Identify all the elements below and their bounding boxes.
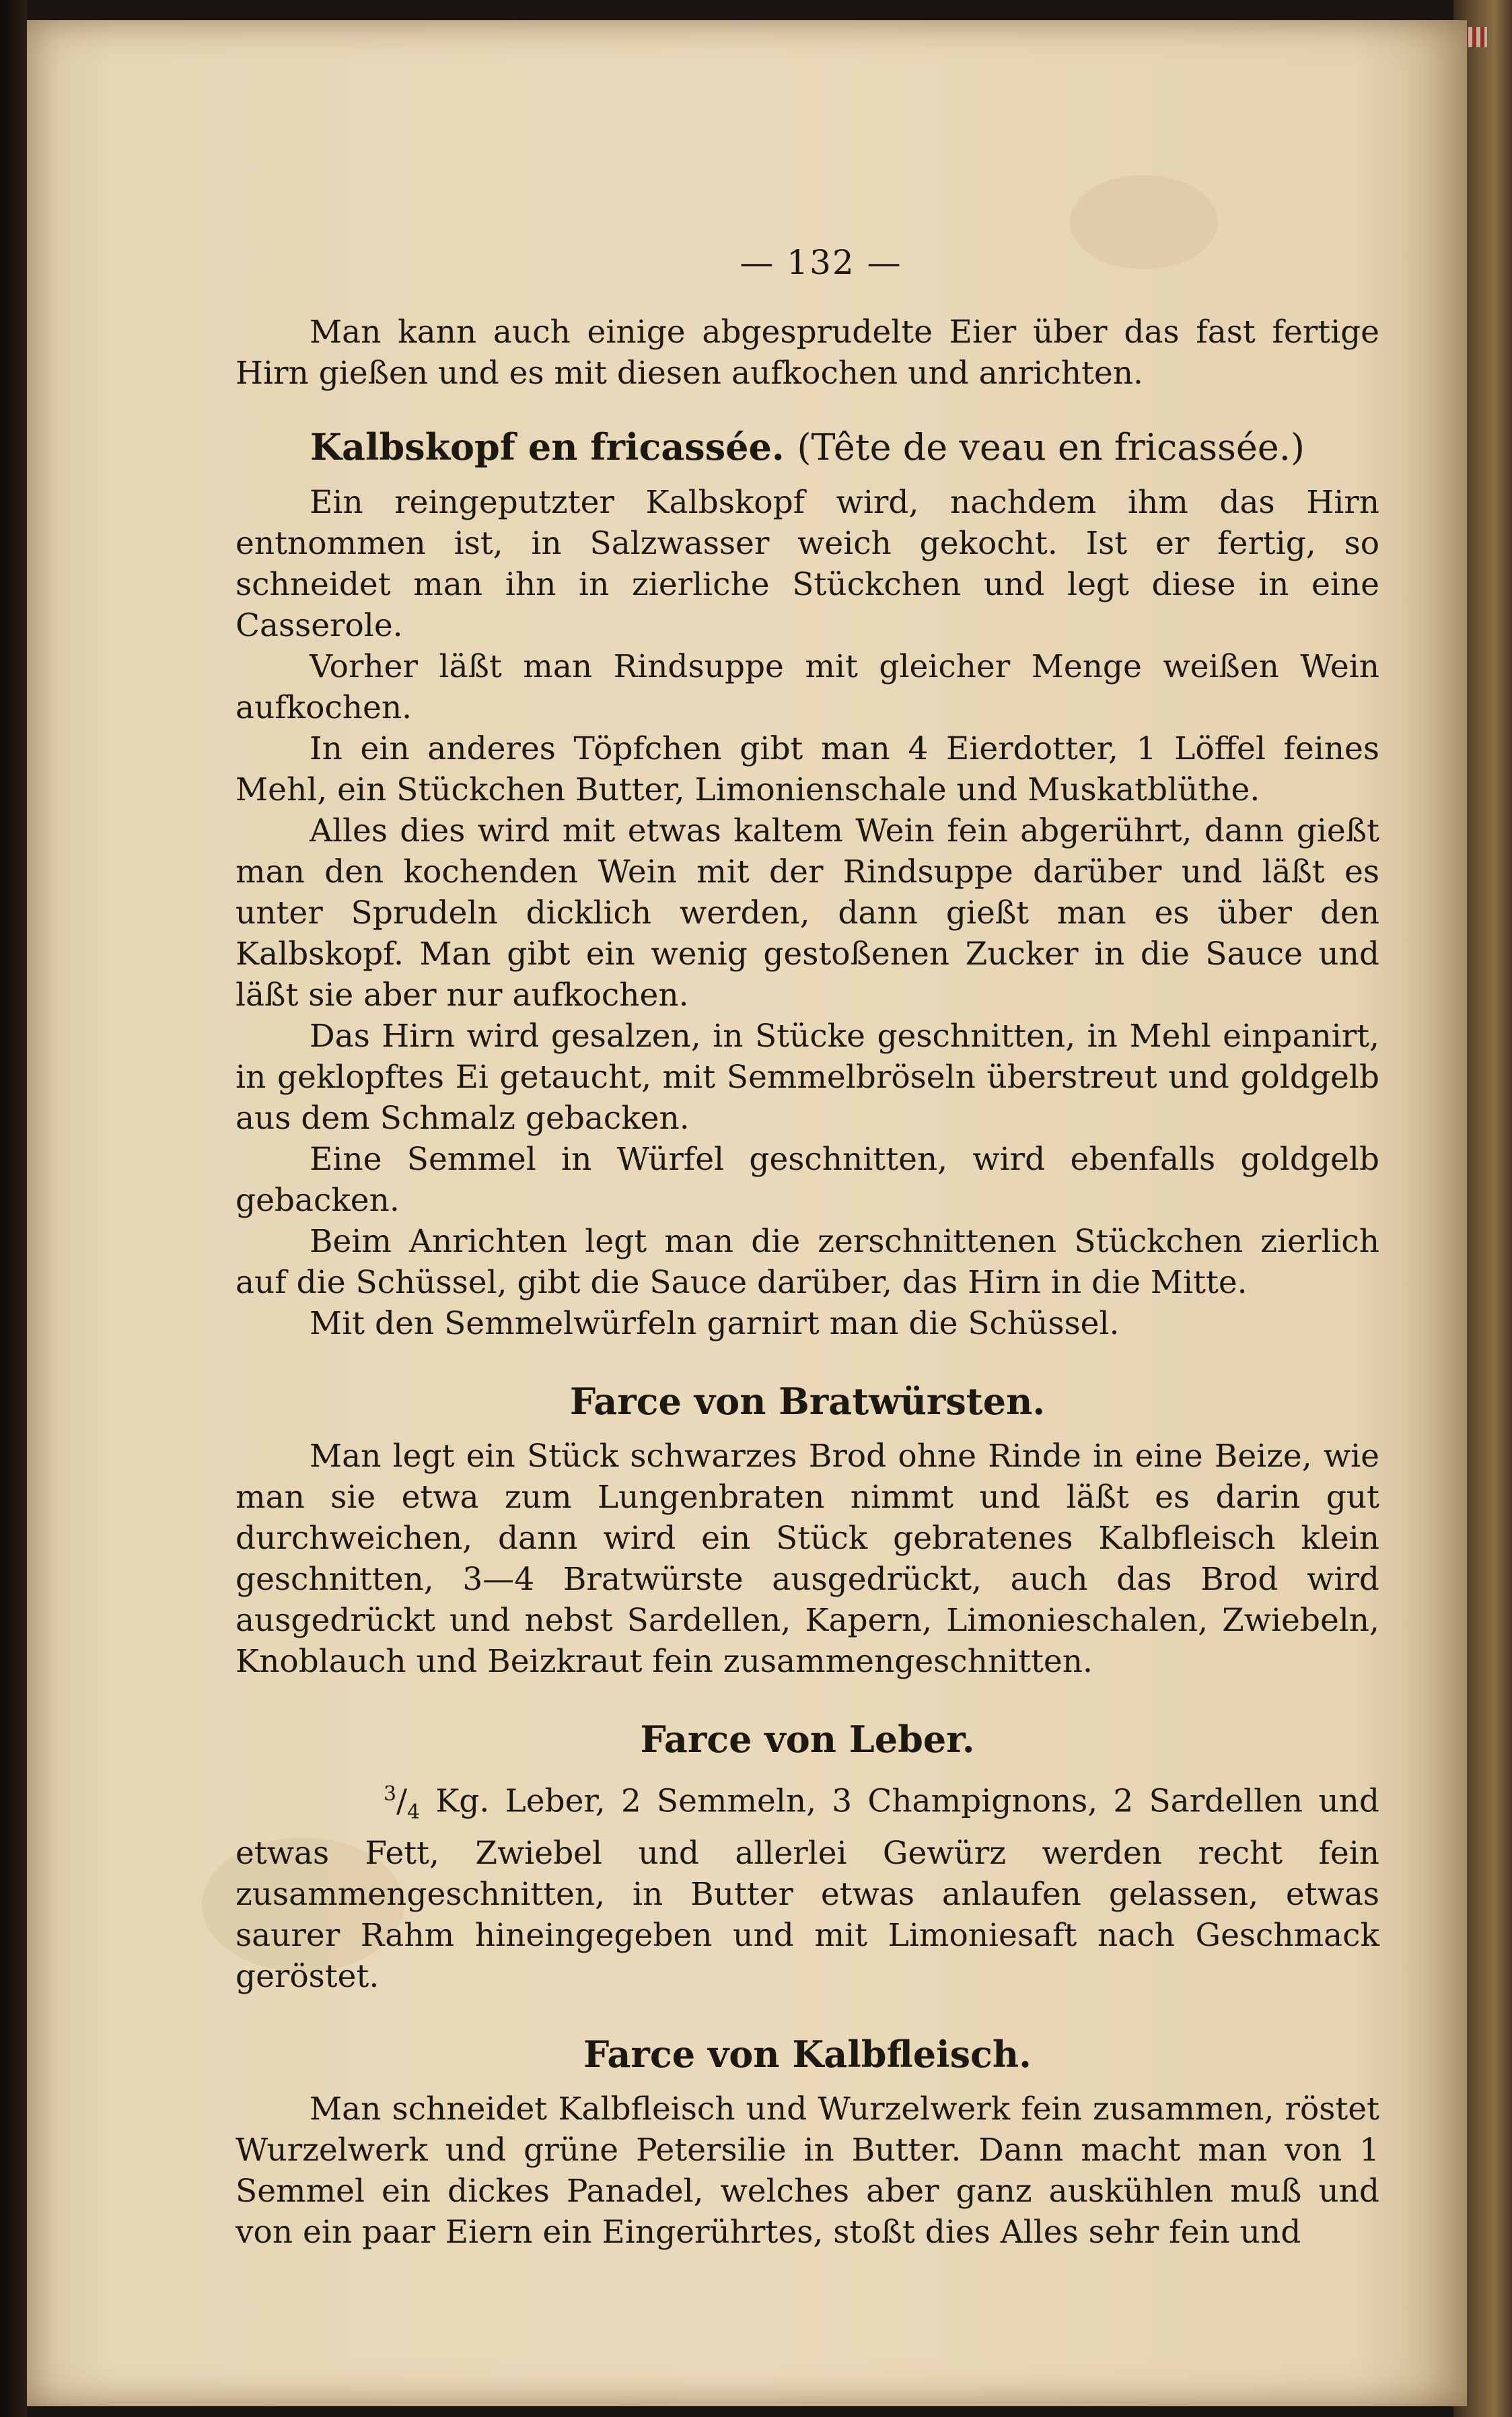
farce-leber-text: Kg. Leber, 2 Semmeln, 3 Champignons, 2 Sardellen und etwas Fett, Zwiebel und allerlei Gewürz werden recht fein zusammengeschnitten, in Butter etwas anlaufen gelassen, etwas saurer Rahm hineingegeben und mit Limoniesaft nach Geschmack geröstet.: [236, 1782, 1379, 1996]
fraction-three-quarters: $^3/_4$: [384, 1782, 421, 1825]
kalbskopf-paragraph: Ein reingeputzter Kalbskopf wird, nachdem ihm das Hirn entnommen ist, in Salzwasser weich gekocht. Ist er fertig, so schneidet man ihn in zierliche Stückchen und legt diese in eine Casserole.: [236, 484, 1379, 644]
heading-kalbskopf-subtitle: (Tête de veau en fricassée.): [797, 426, 1305, 468]
kalbskopf-paragraph: Mit den Semmelwürfeln garnirt man die Schüssel.: [310, 1305, 1120, 1342]
fraction-numerator: 3: [384, 1782, 397, 1806]
heading-farce-kalbfleisch: Farce von Kalbfleisch.: [583, 2033, 1032, 2076]
kalbskopf-paragraph: Eine Semmel in Würfel geschnitten, wird ebenfalls goldgelb gebacken.: [236, 1141, 1379, 1219]
heading-farce-leber: Farce von Leber.: [640, 1718, 975, 1761]
page-number: — 132 —: [740, 243, 902, 282]
farce-leber-paragraph: [236, 1774, 1379, 1997]
kalbskopf-paragraph: Beim Anrichten legt man die zerschnittenen Stückchen zierlich auf die Schüssel, gibt die Sauce darüber, das Hirn in die Mitte.: [236, 1223, 1379, 1301]
heading-farce-bratwuersten: Farce von Bratwürsten.: [569, 1380, 1046, 1423]
kalbskopf-paragraph: Alles dies wird mit etwas kaltem Wein fein abgerührt, dann gießt man den kochenden Wein mit der Rindsuppe darüber und läßt es unter Sprudeln dicklich werden, dann gießt man es über den Kalbskopf. Man gibt ein wenig gestoßenen Zucker in die Sauce und läßt sie aber nur aufkochen.: [236, 812, 1379, 1014]
kalbskopf-paragraph: In ein anderes Töpfchen gibt man 4 Eierdotter, 1 Löffel feines Mehl, ein Stückchen Butter, Limonienschale und Muskatblüthe.: [236, 730, 1379, 808]
farce-bratwuersten-paragraph: Man legt ein Stück schwarzes Brod ohne Rinde in eine Beize, wie man sie etwa zum Lungenbraten nimmt und läßt es darin gut durchweichen, dann wird ein Stück gebratenes Kalbfleisch klein geschnitten, 3—4 Bratwürste ausgedrückt, auch das Brod wird ausgedrückt und nebst Sardellen, Kapern, Limonieschalen, Zwiebeln, Knoblauch und Beizkraut fein zusammengeschnitten.: [236, 1438, 1379, 1680]
book-page: [27, 20, 1467, 2406]
kalbskopf-paragraph: Das Hirn wird gesalzen, in Stücke geschnitten, in Mehl einpanirt, in geklopftes Ei getaucht, mit Semmelbröseln überstreut und goldgelb aus dem Schmalz gebacken.: [236, 1018, 1379, 1137]
book-binding: [0, 0, 27, 2417]
intro-paragraph: Man kann auch einige abgesprudelte Eier über das fast fertige Hirn gießen und es mit diesen aufkochen und anrichten.: [236, 314, 1379, 392]
kalbskopf-paragraph: Vorher läßt man Rindsuppe mit gleicher Menge weißen Wein aufkochen.: [236, 648, 1379, 726]
heading-kalbskopf-title: Kalbskopf en fricassée.: [310, 425, 785, 468]
fraction-denominator: 4: [406, 1800, 421, 1825]
page-content: [236, 242, 1379, 2253]
heading-kalbskopf: [236, 425, 1379, 470]
farce-kalbfleisch-paragraph: Man schneidet Kalbfleisch und Wurzelwerk fein zusammen, röstet Wurzelwerk und grüne Petersilie in Butter. Dann macht man von 1 Semmel ein dickes Panadel, welches aber ganz auskühlen muß und von ein paar Eiern ein Eingerührtes, stoßt dies Alles sehr fein und: [236, 2091, 1379, 2251]
